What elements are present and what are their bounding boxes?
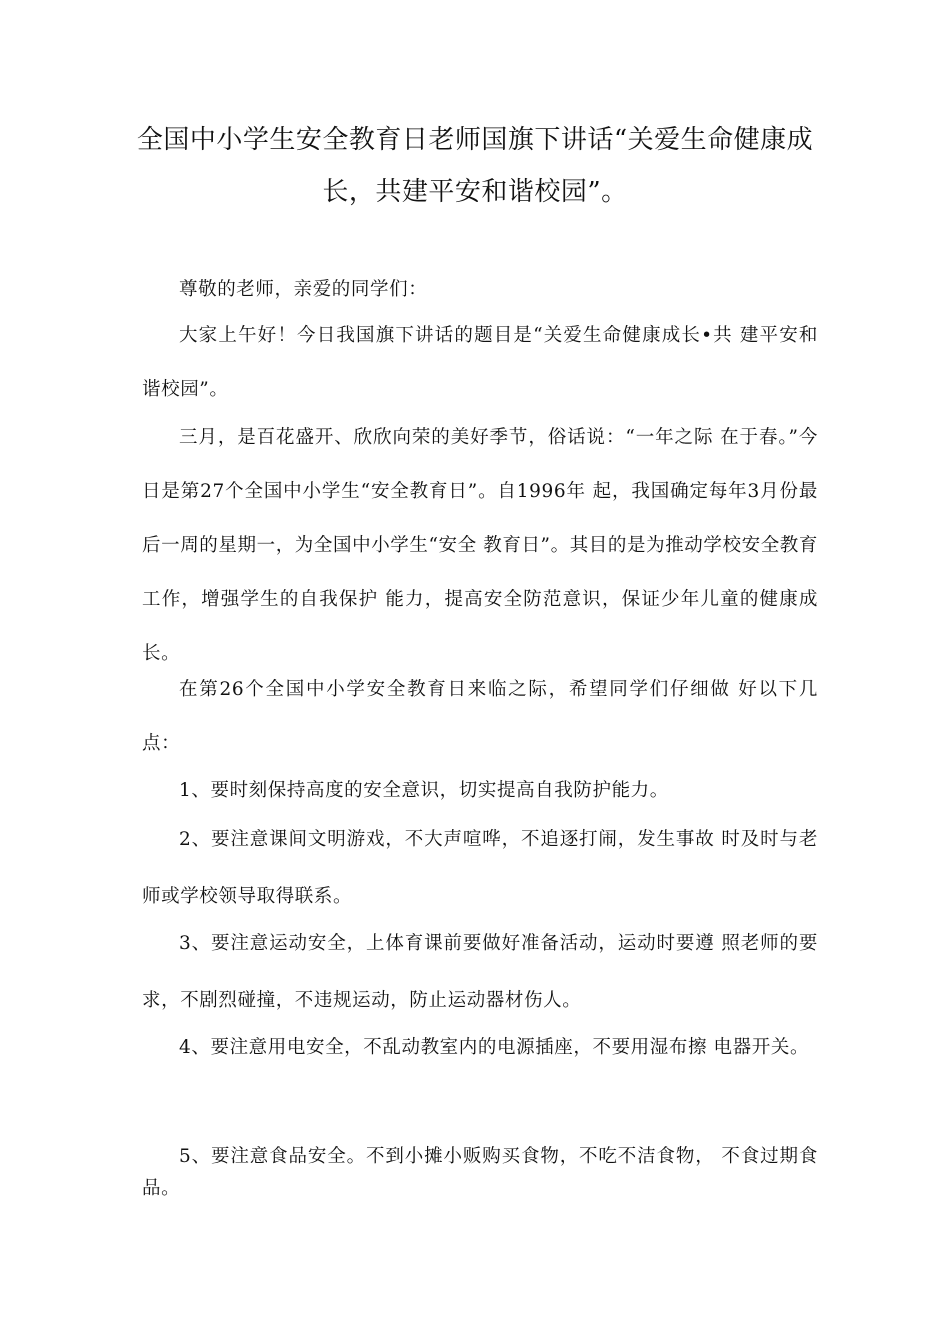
list-item-2: 2、要注意课间文明游戏，不大声喧哗，不追逐打闹，发生事故 时及时与老师或学校领导取得联系。 [142,829,818,907]
document-title: 全国中小学生安全教育日老师国旗下讲话“关爱生命健康成长，共建平安和谐校园”。 [136,125,814,207]
list-item-5: 5、要注意食品安全。不到小摊小贩购买食物，不吃不洁食物， 不食过期食品。 [142,1146,818,1199]
list-item-1: 1、要时刻保持高度的安全意识，切实提高自我防护能力。 [179,780,669,801]
paragraph-background: 三月，是百花盛开、欣欣向荣的美好季节，俗话说：“一年之际 在于春。”今日是第27个全国中小学生“安全教育日”。自1996年 起，我国确定每年3月份最后一周的星期一，为全国中小学生“安全 教育日”。其目的是为推动学校安全教育工作，增强学生的自我保护 能力，提高安全防范意识，保证少年儿童的健康成长。 [142,427,818,664]
salutation: 尊敬的老师，亲爱的同学们： [179,279,428,300]
paragraph-intro: 大家上午好！今日我国旗下讲话的题目是“关爱生命健康成长•共 建平安和谐校园”。 [142,325,818,400]
paragraph-request: 在第26个全国中小学安全教育日来临之际，希望同学们仔细做 好以下几点： [142,679,818,754]
list-item-4: 4、要注意用电安全，不乱动教室内的电源插座，不要用湿布擦 电器开关。 [179,1037,810,1058]
list-item-3: 3、要注意运动安全，上体育课前要做好准备活动，运动时要遵 照老师的要求，不剧烈碰撞，不违规运动，防止运动器材伤人。 [142,933,818,1011]
